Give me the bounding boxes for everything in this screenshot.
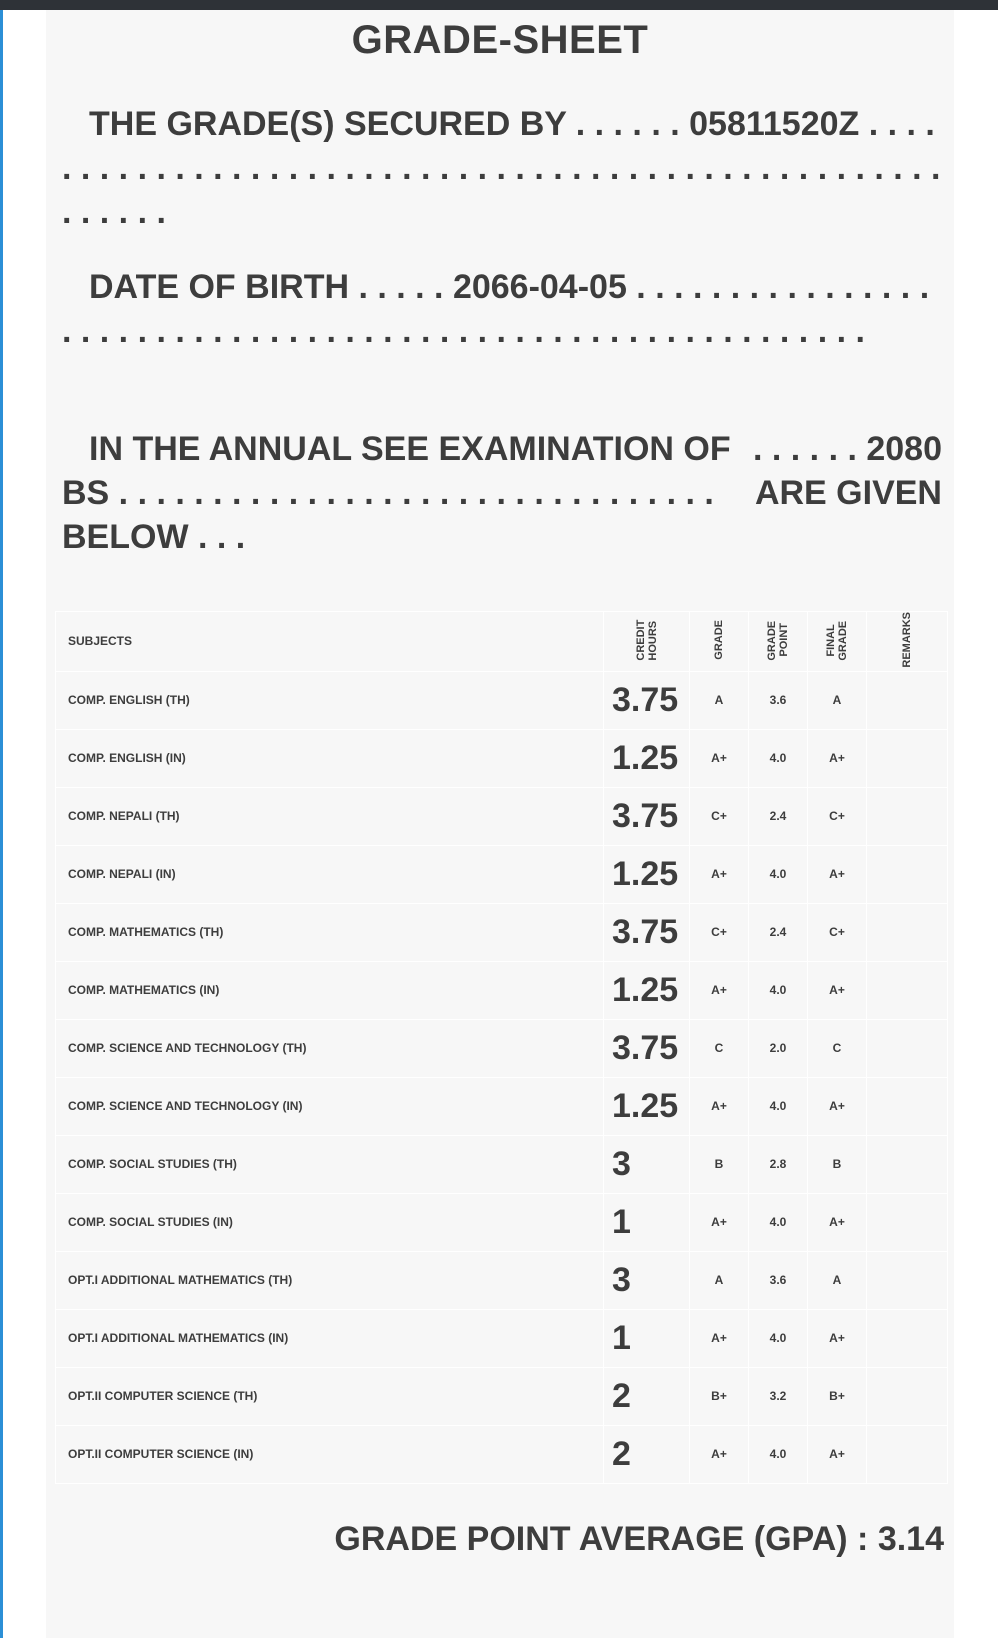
grade-cell: C+ [690, 903, 749, 961]
grade-cell: C+ [690, 787, 749, 845]
header-remarks: REMARKS [867, 612, 948, 672]
remarks-cell [867, 845, 948, 903]
table-row [56, 1193, 948, 1251]
grade-point-cell: 4.0 [749, 1193, 808, 1251]
grade-point-cell: 2.4 [749, 903, 808, 961]
final-grade-cell: A [808, 1251, 867, 1309]
gpa-line [334, 1520, 944, 1559]
credit-hours-cell: 1.25 [604, 729, 690, 787]
remarks-cell [867, 961, 948, 1019]
final-grade-cell: C+ [808, 787, 867, 845]
status-bar [0, 0, 998, 10]
exam-end-dots: . . . [188, 518, 246, 556]
secured-by-lead-dots: . . . . . . [566, 105, 690, 143]
final-grade-cell: A [808, 671, 867, 729]
subject-cell: COMP. ENGLISH (IN) [56, 729, 604, 787]
remarks-cell [867, 1309, 948, 1367]
remarks-cell [867, 1077, 948, 1135]
table-row [56, 845, 948, 903]
grade-point-cell: 2.4 [749, 787, 808, 845]
header-final-grade: FINAL GRADE [808, 612, 867, 672]
credit-hours-cell: 1.25 [604, 1077, 690, 1135]
grade-cell: A+ [690, 1193, 749, 1251]
subject-cell: OPT.I ADDITIONAL MATHEMATICS (TH) [56, 1251, 604, 1309]
window-edge [0, 10, 3, 1638]
remarks-cell [867, 787, 948, 845]
subject-cell: COMP. MATHEMATICS (IN) [56, 961, 604, 1019]
remarks-cell [867, 671, 948, 729]
symbol-number: 05811520Z [689, 105, 860, 143]
exam-mid-dots: . . . . . . . . . . . . . . . . . . . . . . . . . . . . . . . . [109, 474, 714, 512]
grade-point-cell: 4.0 [749, 1077, 808, 1135]
subject-cell: COMP. NEPALI (IN) [56, 845, 604, 903]
grade-cell: A+ [690, 1309, 749, 1367]
remarks-cell [867, 1019, 948, 1077]
subject-cell: COMP. ENGLISH (TH) [56, 671, 604, 729]
grade-cell: A+ [690, 961, 749, 1019]
exam-year: 2080 [866, 430, 942, 468]
table-row [56, 787, 948, 845]
table-row [56, 1367, 948, 1425]
credit-hours-cell: 3.75 [604, 1019, 690, 1077]
table-row [56, 1077, 948, 1135]
grade-cell: A+ [690, 729, 749, 787]
final-grade-cell: A+ [808, 1193, 867, 1251]
remarks-cell [867, 1251, 948, 1309]
exam-lead-dots: . . . . . . [753, 430, 867, 468]
subject-cell: OPT.I ADDITIONAL MATHEMATICS (IN) [56, 1309, 604, 1367]
table-row [56, 1251, 948, 1309]
credit-hours-cell: 3 [604, 1135, 690, 1193]
dob-label: DATE OF BIRTH [89, 268, 350, 306]
subject-cell: COMP. SOCIAL STUDIES (TH) [56, 1135, 604, 1193]
grade-point-cell: 2.0 [749, 1019, 808, 1077]
exam-bs: BS [62, 474, 110, 512]
table-row [56, 1019, 948, 1077]
remarks-cell [867, 1367, 948, 1425]
grade-cell: B+ [690, 1367, 749, 1425]
exam-paragraph [62, 427, 942, 559]
header-grade: GRADE [690, 612, 749, 672]
header-grade-point: GRADE POINT [749, 612, 808, 672]
exam-are-given: ARE GIVEN [754, 474, 942, 512]
grade-cell: A+ [690, 845, 749, 903]
header-credit-hours: CREDIT HOURS [604, 612, 690, 672]
table-row [56, 729, 948, 787]
credit-hours-cell: 1 [604, 1193, 690, 1251]
grades-table [55, 611, 948, 1484]
header-subjects: SUBJECTS [56, 612, 604, 672]
final-grade-cell: B [808, 1135, 867, 1193]
grade-cell: C [690, 1019, 749, 1077]
grade-cell: A [690, 671, 749, 729]
grade-point-cell: 4.0 [749, 729, 808, 787]
final-grade-cell: A+ [808, 729, 867, 787]
final-grade-cell: A+ [808, 1425, 867, 1483]
grade-point-cell: 4.0 [749, 1309, 808, 1367]
gpa-value: 3.14 [877, 1520, 944, 1558]
subject-cell: COMP. NEPALI (TH) [56, 787, 604, 845]
grade-point-cell: 2.8 [749, 1135, 808, 1193]
grade-cell: B [690, 1135, 749, 1193]
subject-cell: OPT.II COMPUTER SCIENCE (IN) [56, 1425, 604, 1483]
exam-label: IN THE ANNUAL SEE EXAMINATION OF [89, 430, 731, 468]
grade-point-cell: 3.2 [749, 1367, 808, 1425]
secured-by-trail-dots: . . . . . . . . . . . . . . . . . . . . . . . . . . . . . . . . . . . . . . . . . . . . . . . . . . . . . . . . . [62, 105, 941, 231]
grades-table-wrapper [55, 611, 947, 1484]
remarks-cell [867, 1193, 948, 1251]
credit-hours-cell: 1 [604, 1309, 690, 1367]
subject-cell: COMP. SCIENCE AND TECHNOLOGY (IN) [56, 1077, 604, 1135]
table-row [56, 1425, 948, 1483]
subject-cell: COMP. MATHEMATICS (TH) [56, 903, 604, 961]
credit-hours-cell: 1.25 [604, 845, 690, 903]
secured-by-label: THE GRADE(S) SECURED BY [89, 105, 567, 143]
credit-hours-cell: 2 [604, 1425, 690, 1483]
final-grade-cell: A+ [808, 1077, 867, 1135]
gpa-label: GRADE POINT AVERAGE (GPA) : [334, 1520, 869, 1558]
page-title: GRADE-SHEET [351, 18, 649, 62]
grade-point-cell: 3.6 [749, 1251, 808, 1309]
table-row [56, 1309, 948, 1367]
credit-hours-cell: 3.75 [604, 903, 690, 961]
credit-hours-cell: 3.75 [604, 787, 690, 845]
credit-hours-cell: 2 [604, 1367, 690, 1425]
dob-value: 2066-04-05 [452, 268, 627, 306]
grade-point-cell: 3.6 [749, 671, 808, 729]
grade-sheet [46, 10, 954, 1638]
final-grade-cell: C+ [808, 903, 867, 961]
dob-trail-dots: . . . . . . . . . . . . . . . . . . . . . . . . . . . . . . . . . . . . . . . . . . . . . . . . . . . . . . . . . . . [62, 268, 930, 350]
secured-by-paragraph [62, 102, 942, 234]
credit-hours-cell: 3.75 [604, 671, 690, 729]
subject-cell: COMP. SCIENCE AND TECHNOLOGY (TH) [56, 1019, 604, 1077]
table-row [56, 961, 948, 1019]
final-grade-cell: A+ [808, 845, 867, 903]
final-grade-cell: A+ [808, 961, 867, 1019]
grade-cell: A [690, 1251, 749, 1309]
final-grade-cell: B+ [808, 1367, 867, 1425]
subject-cell: OPT.II COMPUTER SCIENCE (TH) [56, 1367, 604, 1425]
remarks-cell [867, 729, 948, 787]
credit-hours-cell: 1.25 [604, 961, 690, 1019]
table-header-row [56, 612, 948, 672]
remarks-cell [867, 1425, 948, 1483]
table-row [56, 903, 948, 961]
grade-point-cell: 4.0 [749, 1425, 808, 1483]
final-grade-cell: A+ [808, 1309, 867, 1367]
exam-below: BELOW [62, 518, 189, 556]
subject-cell: COMP. SOCIAL STUDIES (IN) [56, 1193, 604, 1251]
remarks-cell [867, 1135, 948, 1193]
table-row [56, 1135, 948, 1193]
grade-point-cell: 4.0 [749, 845, 808, 903]
credit-hours-cell: 3 [604, 1251, 690, 1309]
grade-point-cell: 4.0 [749, 961, 808, 1019]
remarks-cell [867, 903, 948, 961]
dob-lead-dots: . . . . . [349, 268, 453, 306]
grade-cell: A+ [690, 1077, 749, 1135]
final-grade-cell: C [808, 1019, 867, 1077]
table-body [56, 671, 948, 1483]
dob-paragraph [62, 265, 942, 353]
table-row [56, 671, 948, 729]
grade-cell: A+ [690, 1425, 749, 1483]
